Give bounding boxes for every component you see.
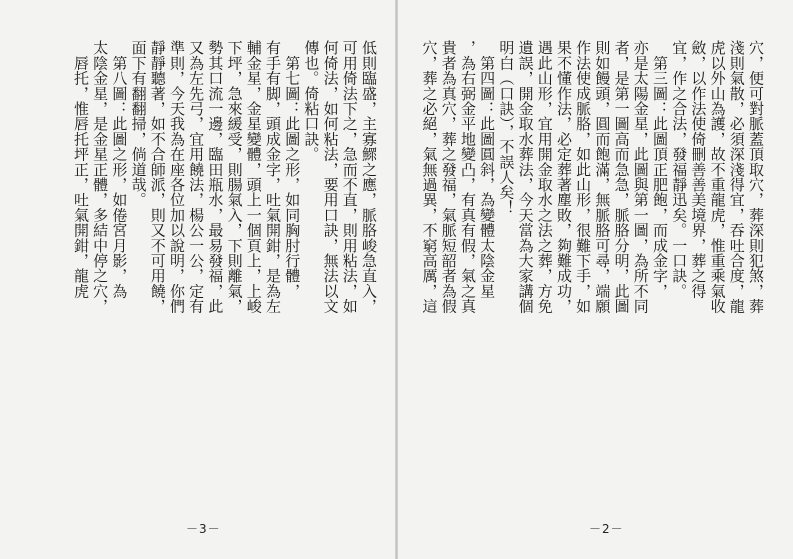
text-column: 貴者為真穴，葬之發福，氣脈短韶者為假 [439,40,458,314]
page-number-2: －2－ [589,522,624,536]
text-column: 者，是第一圖高而急急，脈胳分明，此圖 [612,40,631,314]
text-column: 亦是太陽金星，此圖與第一圖，為所不同 [631,40,650,314]
text-column: 淺則氣散，必須深淺得宜，吞吐合度，龍 [727,40,746,314]
text-column: 第四圖：此圖圓斜，為變體太陰金星 [478,40,497,299]
page-3 [0,0,396,559]
left-page-text [44,40,378,510]
text-column: 傳也。倚粘口訣。 [302,40,321,162]
text-column: 靜靜聽著，如不合師派，則又不可用饒， [148,40,167,314]
right-page-text [419,40,765,510]
text-column: 勢其口流一邊，臨田瓶水，最易發福，此 [206,40,225,314]
text-column: 第三圖：此圖頂正肥飽，而成金字， [650,40,669,299]
text-column: 又為左先弓，宜用饒法，楊公一公，定有 [187,40,206,314]
text-column: 虎以外山為護，故不重龍虎，惟重乘氣收 [708,40,727,314]
text-column: 面下有翻翻掃，倘道哉。 [129,40,148,208]
text-column: 穴，葬之必絕，氣無過異，不窮高厲，這 [420,40,439,314]
text-column: 明白（口訣），不誤人矣！ [497,40,516,215]
text-column: 太陰金星，是金星正體，多結中停之穴， [91,40,110,314]
text-column: ，為右弼金平地變凸，有真有假，氣之真 [458,40,477,314]
text-column: 作法使成脈胳，如此山形，很難下手，如 [574,40,593,314]
page-2 [397,0,793,559]
text-column: 遇此山形，宜用開金取水之法之葬，方免 [535,40,554,314]
text-column: 斂，以作法使倚刪善善美境界，葬之得 [689,40,708,299]
text-column: 下坪，急來緩受，則腸氣入，下則離氣， [225,40,244,314]
text-column: 輔金星，金星變體，頭上一個頁上，上峻 [244,40,263,314]
page-number-3: －3－ [186,522,221,536]
text-column: 唇托，惟唇托坪正，吐氣開鉗，龍虎 [71,40,90,299]
text-column: 可用倚法下之，急而不直，則用粘法，如 [340,40,359,314]
text-column: 第八圖：此圖之形，如倦宮月影，為 [110,40,129,299]
text-column: 何倚法，如何粘法，要用口訣，無法以文 [321,40,340,314]
text-column: 有手有脚，頭成金字，吐氣開鉗，是為左 [263,40,282,314]
text-column: 準則，今天我為在座各位加以說明，你們 [167,40,186,314]
text-column: 宜，作之合法，發福靜迅矣。一口訣。 [670,40,689,299]
text-column: 穴，便可對脈蓋頂取穴，葬深則犯煞，葬 [747,40,765,314]
text-column: 果不懂作法，必定葬著塵敗，夠難成功， [554,40,573,314]
text-column: 則如饅頭，圓而飽滿，無脈胳可尋，端願 [593,40,612,314]
text-column: 遺誤，開金取水葬法，今天當為大家講個 [516,40,535,314]
text-column: 第七圖：此圖之形，如同胸肘行體， [283,40,302,299]
text-column: 低則臨盛，主寡鰥之應，脈胳峻急直入， [360,40,378,314]
